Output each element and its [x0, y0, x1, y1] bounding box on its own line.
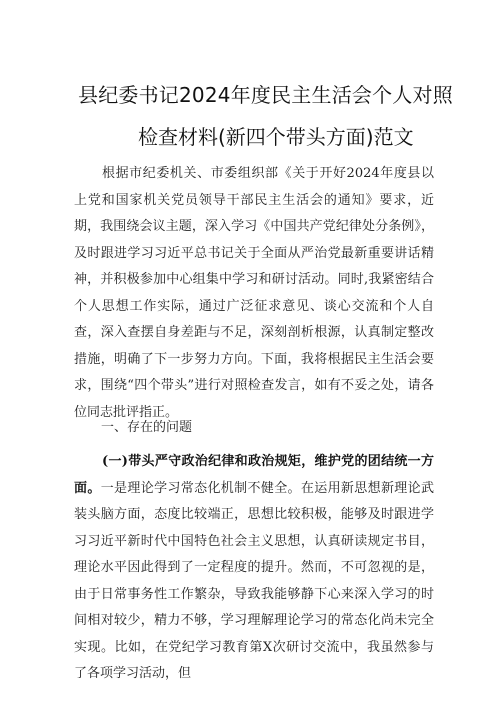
intro-paragraph: 根据市纪委机关、市委组织部《关于开好2024年度县以上党和国家机关党员领导干部民主生活会的通知》要求，近期，我围绕会议主题，深入学习《中国共产党纪律处分条例》，及时跟进学习习近平总书记关于全面从严治党最新重要讲话精神，并积极参加中心组集中学习和研讨活动。同时,我紧密结合个人思想工作实际，通过广泛征求意见、谈心交流和个人自查，深入查摆自身差距与不足，深刻剖析根源，认真制定整改措施，明确了下一步努力方向。下面，我将根据民主生活会要求，围绕“四个带头”进行对照检查发言，如有不妥之处，请各位同志批评指正。: [74, 166, 434, 420]
document-title-line1: 县纪委书记2024年度民主生活会个人对照: [78, 83, 453, 107]
subsection-title: (一)带头严守政治纪律和政治规矩，维护党的团结统一方面。: [74, 454, 434, 496]
subsection-body: 一是理论学习常态化机制不健全。在运用新思想新理论武装头脑方面，态度比较端正，思想比较积极，能够及时跟进学习习近平新时代中国特色社会主义思想，认真研读规定书目，理论水平因此得到了一定程度的提升。然而，不可忽视的是，由于日常事务性工作繁杂，导致我能够静下心来深入学习的时间相对较少，精力不够，学习理解理论学习的常态化尚未完全实现。比如，在党纪学习教育第X次研讨交流中，我虽然参与了各项学习活动，但: [74, 480, 434, 681]
section-heading: 一、存在的问题: [101, 420, 193, 435]
subsection-paragraph: [74, 449, 434, 688]
document-title-line2: 检查材料(新四个带头方面)范文: [138, 125, 414, 149]
